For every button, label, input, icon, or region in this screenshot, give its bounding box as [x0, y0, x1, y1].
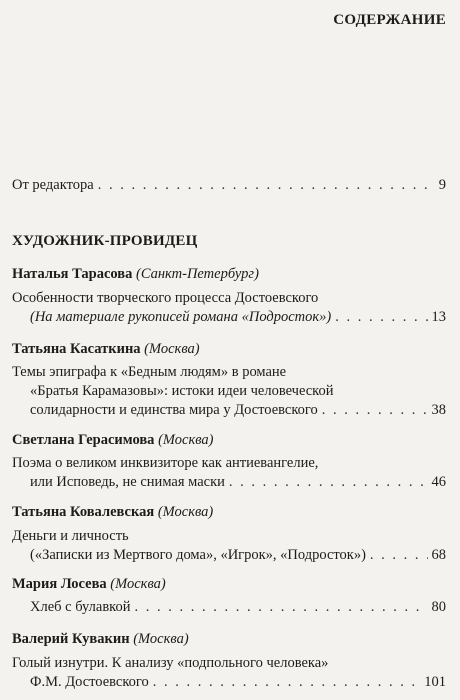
author-city: (Москва) — [144, 341, 200, 357]
author-line — [12, 504, 213, 521]
toc-entry[interactable] — [12, 289, 446, 327]
author-city: (Санкт-Петербург) — [136, 266, 259, 282]
dot-leader — [370, 546, 428, 565]
page-number: 46 — [431, 474, 446, 490]
toc-entry[interactable] — [12, 363, 446, 420]
author-name: Мария Лосева — [12, 576, 107, 592]
page-number: 80 — [431, 599, 446, 615]
entry-title-line: Особенности творческого процесса Достоевского — [12, 290, 319, 306]
dot-leader — [98, 176, 428, 195]
page-title: СОДЕРЖАНИЕ — [333, 12, 446, 28]
page-number: 101 — [424, 674, 446, 690]
author-line — [12, 266, 259, 283]
toc-entry[interactable] — [12, 527, 446, 565]
dot-leader — [134, 598, 427, 617]
author-line — [12, 576, 166, 593]
entry-title-line: Поэма о великом инквизиторе как антиевангелие, — [12, 455, 319, 471]
author-city: (Москва) — [110, 576, 166, 592]
entry-title-line: или Исповедь, не снимая маски — [30, 474, 225, 490]
author-line — [12, 341, 200, 358]
entry-title-line: Ф.М. Достоевского — [30, 674, 149, 690]
entry-title-line: Темы эпиграфа к «Бедным людям» в романе — [12, 364, 287, 380]
author-name: Светлана Герасимова — [12, 432, 155, 448]
entry-title-line: солидарности и единства мира у Достоевского — [30, 402, 318, 418]
author-line — [12, 432, 214, 449]
toc-entry[interactable] — [12, 654, 446, 692]
toc-entry-editor[interactable] — [12, 176, 446, 195]
author-name: Татьяна Ковалевская — [12, 504, 155, 520]
author-name: Татьяна Касаткина — [12, 341, 141, 357]
author-name: Наталья Тарасова — [12, 266, 133, 282]
toc-entry[interactable] — [12, 454, 446, 492]
entry-title-line: («Записки из Мертвого дома», «Игрок», «Подросток») — [30, 547, 366, 563]
author-name: Валерий Кувакин — [12, 631, 130, 647]
entry-title-line: Деньги и личность — [12, 528, 129, 544]
page-number: 68 — [431, 547, 446, 563]
dot-leader — [153, 673, 420, 692]
author-city: (Москва) — [133, 631, 189, 647]
page-number: 38 — [431, 402, 446, 418]
author-line — [12, 631, 189, 648]
page-number: 13 — [431, 309, 446, 325]
page-number: 9 — [438, 177, 446, 193]
entry-title-line: (На материале рукописей романа «Подросток») — [30, 309, 332, 325]
author-city: (Москва) — [157, 504, 214, 520]
entry-title-line: «Братья Карамазовы»: истоки идеи человеческой — [30, 383, 334, 399]
entry-title-line: Голый изнутри. К анализу «подпольного человека» — [12, 655, 329, 671]
dot-leader — [322, 401, 428, 420]
dot-leader — [229, 473, 428, 492]
entry-title-line: Хлеб с булавкой — [30, 599, 131, 615]
dot-leader — [335, 308, 427, 327]
section-heading: ХУДОЖНИК-ПРОВИДЕЦ — [12, 233, 198, 249]
author-city: (Москва) — [158, 432, 214, 448]
toc-entry[interactable] — [12, 598, 446, 617]
entry-title: От редактора — [12, 177, 94, 193]
